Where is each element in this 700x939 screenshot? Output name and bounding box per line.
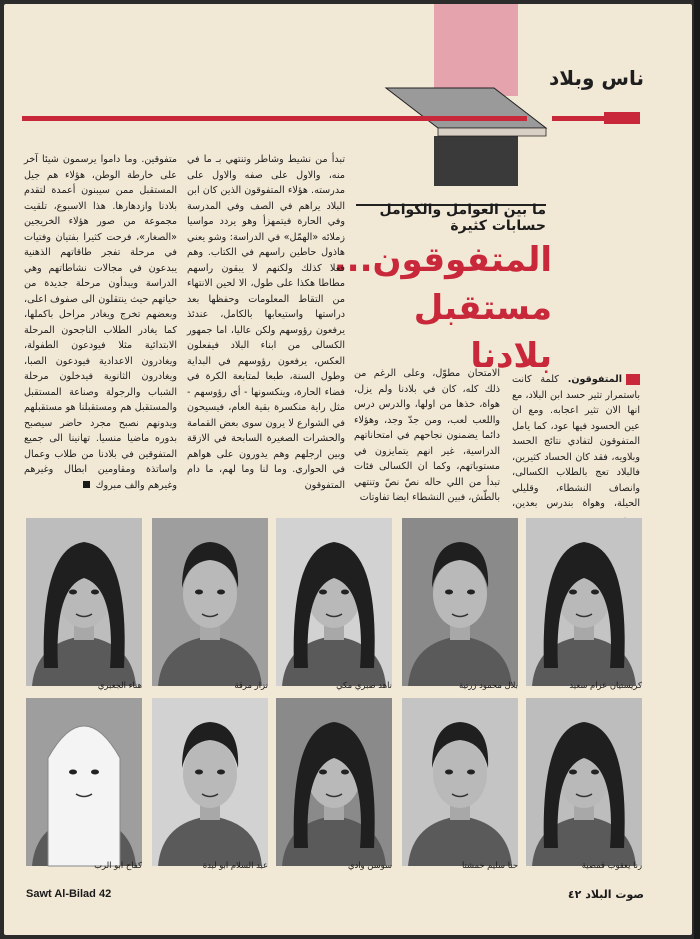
headline-line1: المتفوقون... xyxy=(333,240,552,280)
footer-right xyxy=(568,888,644,901)
headline xyxy=(333,236,552,380)
student-photo xyxy=(526,518,642,686)
student-name-caption: هناء الجعبري xyxy=(97,680,142,690)
footer-magazine-en: Sawt Al-Bilad xyxy=(26,888,96,900)
footer-left xyxy=(26,888,111,900)
decorative-pink-block xyxy=(434,4,518,96)
column-1-text: متفوقين. وما داموا يرسمون شيئا آخر على خارطة الوطن، هؤلاء هم جيل المستقبل ممن سيبنون أعمدة لتقدم بلادنا وازدهارها. هذا الاسبوع، تلقيت مجموعة من صور هؤلاء الخريجين «الصغار»، فرحت كثيرا بفتيان وفتيات في مرحلة تفجر طاقاتهم الذهنية يبدعون في مجالات نشاطاتهم وهي الدراسة ويبدأون مرحلة جديدة من حياتهم حيث ينتقلون الى صفوف اعلى، وبعضهم تخرج ويغادر مراحل باكملها، كما يغادر الطلاب الناجحون المرحلة الابتدائية مثلا فيودعون الطفولة، ويغادرون الاعدادية فيودعون الصبا، ويغادرون الثانوية فيدخلون مرحلة الشباب والرجولة وصناعة المستقبل والمستقبل هم ومستقبلنا هو مستقبلهم ويدونهم نصبح مجرد حاضر سيصبح بدوره ماضيا منسيا. تهانينا الى جميع المتفوقين في بلادنا من طلاب وعمال واساتذة ومقاومين ابطال وغيرهم وغيرهم والف مبروك xyxy=(24,154,177,491)
column-2-text: تبدأ من نشيط وشاطر وتنتهي بـ ما في منه، والاول على صفه والاول على مدرسته. هؤلاء المتفوقون الذين كان ابن البلاد يراهم في الصف وفي المدرسة وفي الحارة فيتمهزأ وهو يردد مواسيا زملائه «الهمّل» في الدراسة: وشو يعني هاذول حاطين راسهم في الكتاب. وهم فعلا كذلك ولكنهم لا يبقون راسهم مطاطا هكذا على طول، الا لحين الانتهاء من التقاط المعلومات وحفظها بعد دراستها واستيعابها بالكامل، عندئذ يرفعون رؤوسهم ولكن عاليا، اما جمهور الكسالى من ابناء البلاد فيفعلون العكس، يرفعون رؤوسهم في البداية وطول السنة، طبعا لمتابعة الكرة في فضاء الحارة، وينكسونها - أي رؤوسهم - مثل راية منكسرة بقية العام، فيسيحون في الشوارع لا يرون سوى بعض القمامة والحشرات الصغيرة السابحة في الازقة وبين ارجلهم وهم يدورون على هواهم في الحواري. وما لنا وما لهم، ما دام المتفوقون xyxy=(187,154,345,491)
student-photo xyxy=(526,698,642,866)
student-name-caption: نزار مرقة xyxy=(234,680,268,690)
student-photo xyxy=(276,698,392,866)
student-name-caption: رنا يعقوب قمصية xyxy=(581,860,642,870)
red-tab xyxy=(604,112,640,124)
article-column-1 xyxy=(24,152,177,512)
student-photo xyxy=(276,518,392,686)
article-column-3 xyxy=(354,366,500,514)
student-photo xyxy=(402,698,518,866)
student-name-caption: حنا سليم خمشتا xyxy=(461,860,518,870)
column-3-text: الامتحان مطوّل، وعلى الرغم من ذلك كله، كان في بلادنا ولم يزل، هواة، خذها من اولها، والدرس درس واللعب لعب، ومن جدّ وجد، وهؤلاء دائما يضمنون نجاحهم في امتحاناتهم الدراسية، غير انهم يتمايزون في مستوياتهم، وكما ان الكسالى فئات تبدأ من اللي حاله نصّ نصّ وتنتهي بالطّش، فبين النشطاء ايضا تفاوتات xyxy=(354,368,500,503)
student-photo xyxy=(402,518,518,686)
student-name-caption: بلال محمود زرتية xyxy=(459,680,518,690)
page-binding-edge xyxy=(694,0,700,939)
footer-page-en: 42 xyxy=(98,888,112,900)
column-4-text: كلمة كانت باستمرار تثير حسد ابن البلاد، مع انها الان تثير اعجابه. ومع ان عين الحسود فيها عود، كما يامل المتفوقون لتفادي نتائج الحسد وبلاويه، فقد كان الحساد كثيرين، فالبلاد تعج بالطلاب الكسالى، وانصاف النشطاء، وقليلي الحيلة، وهواة بندرس بعدين، xyxy=(512,374,640,509)
article-column-4 xyxy=(512,372,640,514)
footer-magazine-ar: صوت البلاد xyxy=(585,888,644,901)
student-name-caption: سوسن وادي xyxy=(347,860,392,870)
student-name-caption: ناهد صبري مكي xyxy=(336,680,392,690)
student-photo xyxy=(26,518,142,686)
student-name-caption: كفاح ابو الرب xyxy=(94,860,142,870)
student-name-caption: عبد السلام ابو لبدة xyxy=(202,860,268,870)
end-mark xyxy=(83,481,90,488)
decorative-prism-graphic xyxy=(386,88,546,188)
magazine-page xyxy=(4,4,692,935)
student-name-caption: كريستيان عزام سعيد xyxy=(569,680,642,690)
sub-headline: ما بين العوامل والكوامل حسابات كثيرة xyxy=(379,202,546,234)
student-photo xyxy=(152,698,268,866)
footer-page-ar: ٤٢ xyxy=(567,888,582,901)
student-photo xyxy=(152,518,268,686)
article-column-2 xyxy=(187,152,345,512)
headline-line2: مستقبل بلادنا xyxy=(413,288,552,376)
student-photo xyxy=(26,698,142,866)
article-start-marker xyxy=(626,374,640,385)
red-rule-left xyxy=(22,116,527,121)
section-title: ناس وبلاد xyxy=(549,66,644,90)
column-4-lead: المتفوقون. xyxy=(567,374,622,385)
